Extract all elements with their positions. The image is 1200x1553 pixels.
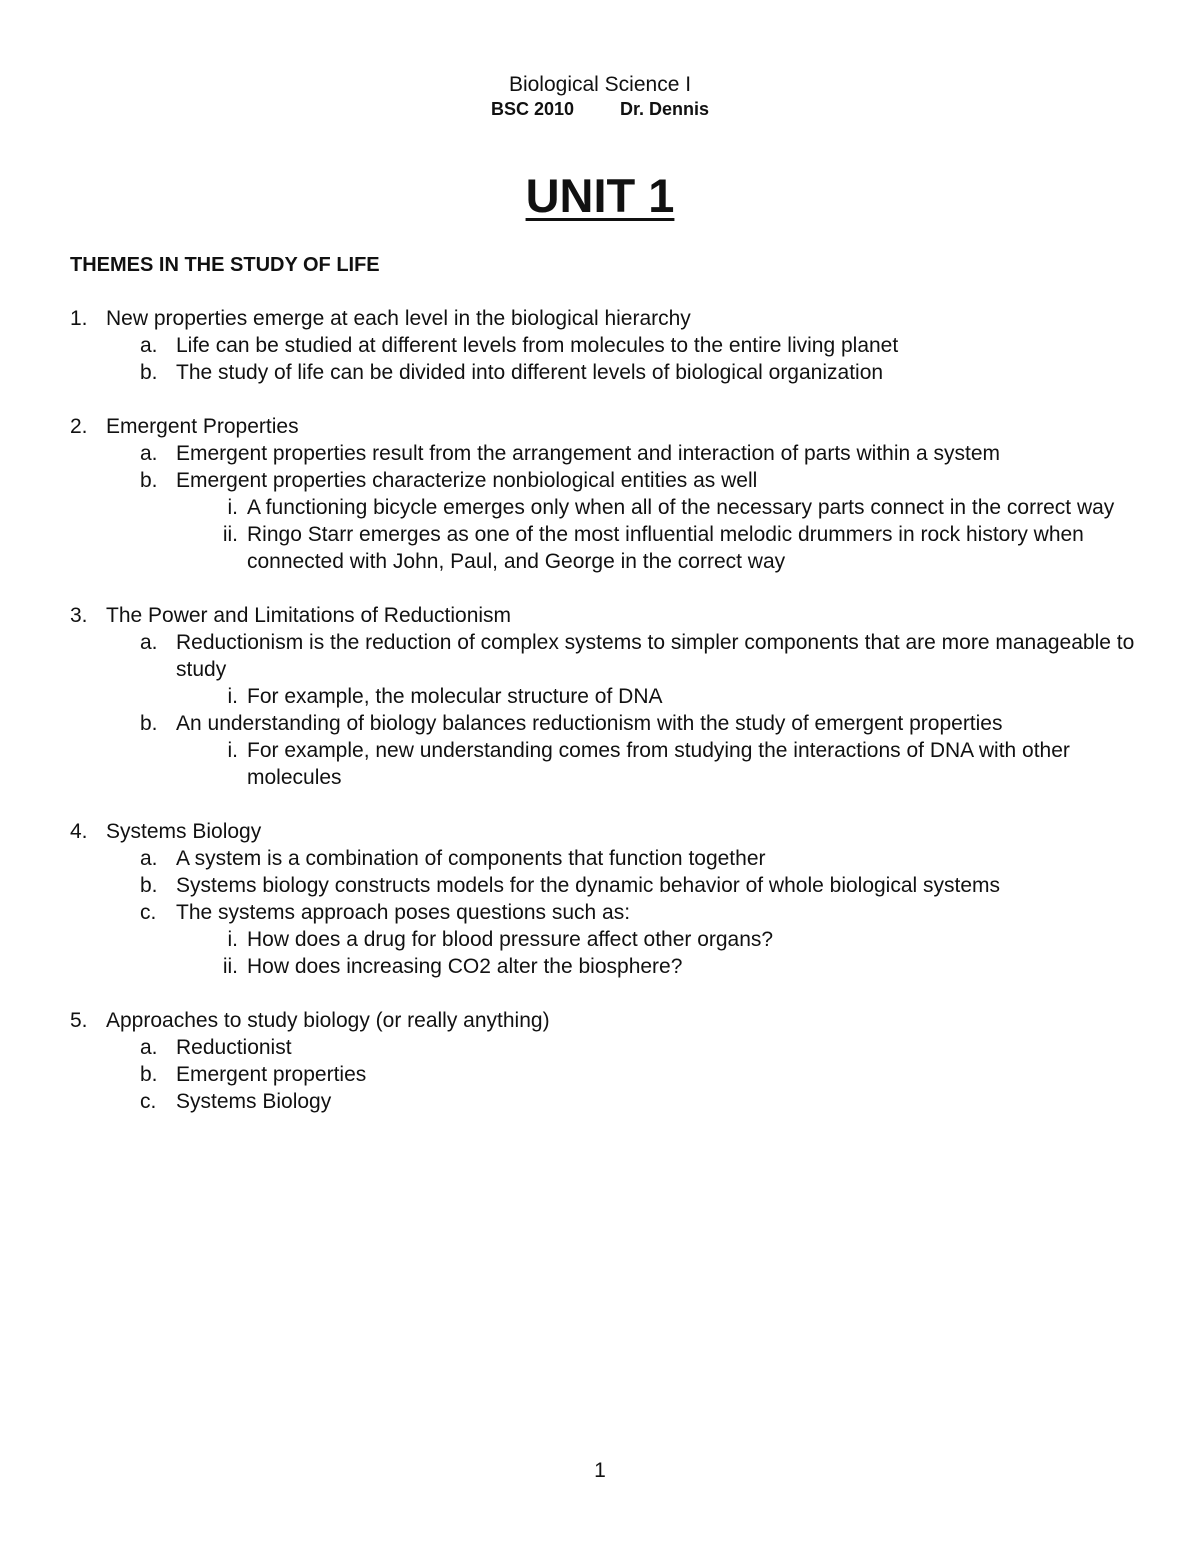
list-text: Reductionist	[176, 1036, 292, 1059]
list-text: Systems biology constructs models for the dynamic behavior of whole biological systems	[176, 874, 1001, 897]
list-marker: b.	[140, 874, 158, 897]
list-marker: c.	[140, 1090, 157, 1113]
list-text: How does increasing CO2 alter the biosphere?	[247, 955, 683, 978]
outline-row	[0, 1007, 1106, 1034]
list-marker: i.	[227, 685, 238, 708]
list-text: How does a drug for blood pressure affect other organs?	[247, 928, 774, 951]
list-text: Systems Biology	[176, 1090, 332, 1113]
list-marker: b.	[140, 1063, 158, 1086]
list-marker: b.	[140, 712, 158, 735]
list-marker: b.	[140, 469, 158, 492]
list-text: A system is a combination of components that function together	[176, 847, 766, 870]
list-text: Life can be studied at different levels from molecules to the entire living planet	[176, 334, 899, 357]
list-marker: 4.	[70, 820, 88, 843]
list-text: Emergent properties result from the arrangement and interaction of parts within a system	[176, 442, 1001, 465]
outline-subrow	[0, 1034, 1136, 1061]
outline-item	[0, 305, 1200, 386]
list-text: New properties emerge at each level in the biological hierarchy	[106, 307, 691, 330]
list-text: Approaches to study biology (or really anything)	[106, 1009, 550, 1032]
outline-subrow	[0, 1088, 1136, 1115]
outline-subrow	[0, 467, 1136, 494]
list-text: The study of life can be divided into different levels of biological organization	[176, 361, 884, 384]
outline-subsubrow	[0, 683, 1137, 710]
list-marker: c.	[140, 901, 157, 924]
outline-subrow	[0, 1061, 1136, 1088]
outline-subsubrow	[0, 737, 1137, 791]
outline-item	[0, 818, 1200, 980]
list-text: Emergent Properties	[106, 415, 299, 438]
list-marker: b.	[140, 361, 158, 384]
outline-subrow	[0, 440, 1136, 467]
outline-subrow	[0, 629, 1136, 683]
outline-subrow	[0, 899, 1136, 926]
list-text: Systems Biology	[106, 820, 262, 843]
list-text: A functioning bicycle emerges only when all of the necessary parts connect in the correct way	[247, 496, 1115, 519]
list-marker: ii.	[222, 523, 238, 546]
instructor-name: Dr. Dennis	[620, 99, 710, 119]
outline-subsubrow	[0, 953, 1137, 980]
list-marker: i.	[227, 496, 238, 519]
list-text: Ringo Starr emerges as one of the most influential melodic drummers in rock history when connected with John, Paul, and George in the correct way	[247, 523, 1084, 573]
list-text: The systems approach poses questions such as:	[176, 901, 631, 924]
outline-list	[0, 305, 1200, 1142]
list-text: An understanding of biology balances reductionism with the study of emergent properties	[176, 712, 1003, 735]
unit-title: UNIT 1	[525, 169, 675, 222]
list-marker: a.	[140, 442, 158, 465]
outline-item	[0, 602, 1200, 791]
outline-row	[0, 305, 1106, 332]
outline-subrow	[0, 332, 1136, 359]
outline-item	[0, 1007, 1200, 1115]
list-marker: 1.	[70, 307, 88, 330]
outline-subrow	[0, 359, 1136, 386]
list-marker: a.	[140, 334, 158, 357]
outline-row	[0, 602, 1106, 629]
list-text: Emergent properties	[176, 1063, 367, 1086]
list-text: Emergent properties characterize nonbiological entities as well	[176, 469, 758, 492]
course-code: BSC 2010	[490, 99, 575, 119]
outline-subrow	[0, 845, 1136, 872]
page-number: 1	[594, 1459, 606, 1482]
outline-subsubrow	[0, 521, 1137, 575]
list-text: For example, new understanding comes from studying the interactions of DNA with other molecules	[247, 739, 1070, 789]
section-heading: THEMES IN THE STUDY OF LIFE	[70, 254, 380, 276]
list-text: The Power and Limitations of Reductionism	[106, 604, 512, 627]
outline-subsubrow	[0, 494, 1137, 521]
list-text: Reductionism is the reduction of complex systems to simpler components that are more manageable to study	[176, 631, 1135, 681]
outline-subrow	[0, 710, 1136, 737]
list-marker: i.	[227, 739, 238, 762]
outline-item	[0, 413, 1200, 575]
list-marker: a.	[140, 1036, 158, 1059]
course-title: Biological Science I	[508, 73, 692, 96]
course-subtitle	[0, 98, 1200, 120]
list-text: For example, the molecular structure of DNA	[247, 685, 663, 708]
outline-row	[0, 413, 1106, 440]
list-marker: a.	[140, 847, 158, 870]
outline-subsubrow	[0, 926, 1137, 953]
outline-subrow	[0, 872, 1136, 899]
outline-row	[0, 818, 1106, 845]
list-marker: 5.	[70, 1009, 88, 1032]
list-marker: i.	[227, 928, 238, 951]
list-marker: 3.	[70, 604, 88, 627]
list-marker: ii.	[222, 955, 238, 978]
list-marker: 2.	[70, 415, 88, 438]
list-marker: a.	[140, 631, 158, 654]
